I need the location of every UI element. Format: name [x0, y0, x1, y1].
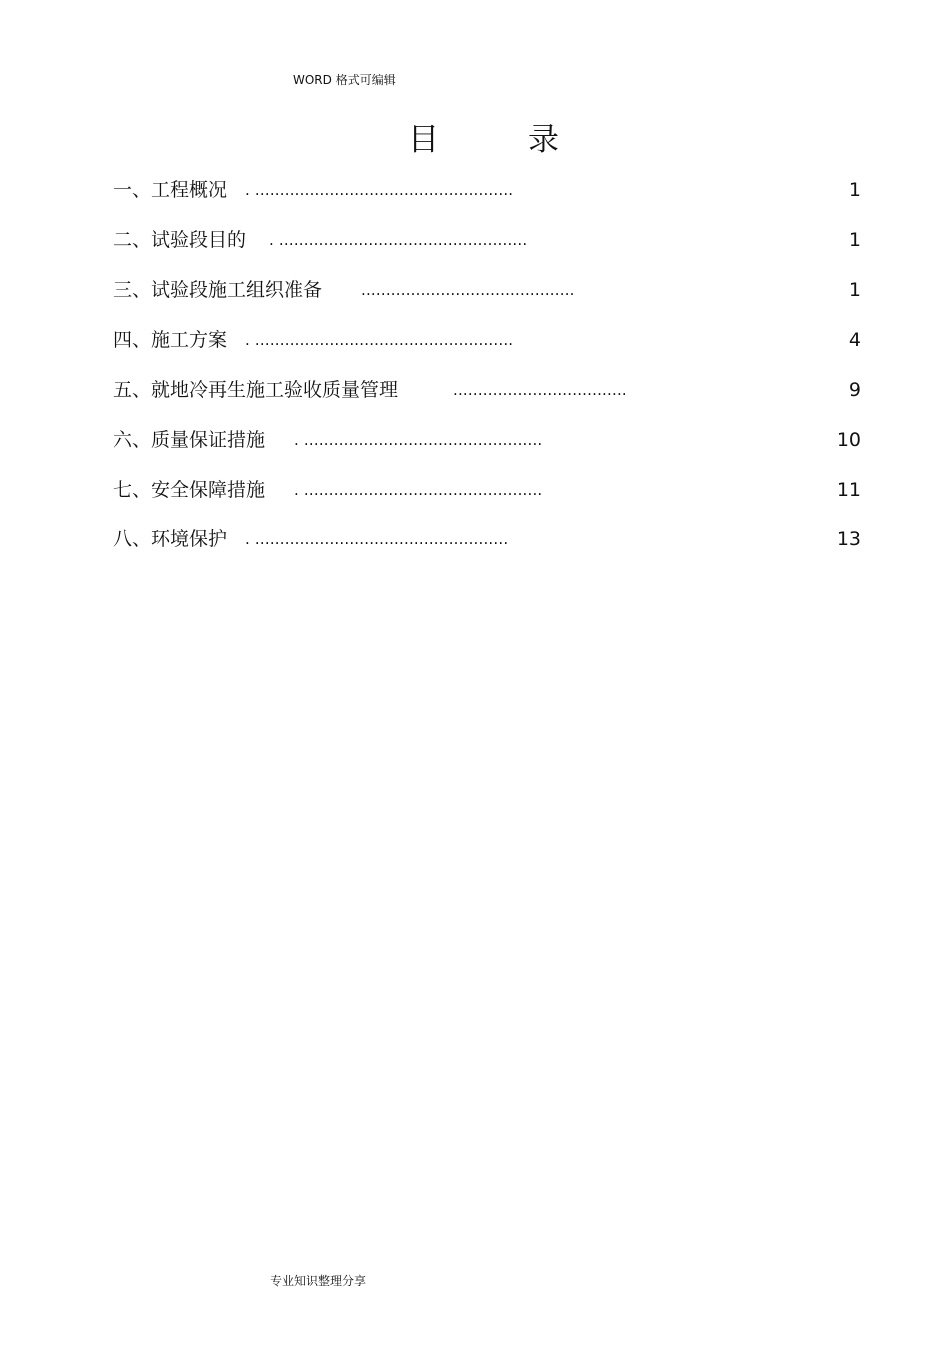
toc-page-number: 11 — [836, 479, 861, 501]
toc-dot-leader: . ................................................ — [294, 431, 543, 449]
toc-page-number: 4 — [848, 329, 861, 351]
toc-entry-title: 二、试验段目的 — [113, 229, 247, 251]
toc-dot-leader: . ................................................ — [294, 481, 543, 499]
toc-dot-leader: ................................... — [453, 381, 627, 399]
toc-entry-3[interactable] — [113, 276, 861, 304]
page-title-char-1: 目 — [408, 122, 439, 158]
toc-entry-7[interactable] — [113, 476, 861, 504]
toc-entry-title: 一、工程概况 — [113, 179, 228, 201]
toc-page-number: 9 — [848, 379, 861, 401]
toc-entry-2[interactable] — [113, 226, 861, 254]
header-note: WORD 格式可编辑 — [293, 73, 396, 87]
toc-dot-leader: . .................................................... — [245, 331, 514, 349]
toc-entry-5[interactable] — [113, 376, 861, 404]
toc-page-number: 1 — [848, 229, 861, 251]
toc-dot-leader: . .................................................. — [269, 231, 528, 249]
toc-page-number: 10 — [836, 429, 861, 451]
toc-dot-leader: . .................................................... — [245, 181, 514, 199]
toc-entry-6[interactable] — [113, 426, 861, 454]
toc-dot-leader: ........................................... — [361, 281, 575, 299]
toc-entry-title: 七、安全保障措施 — [113, 479, 266, 501]
page-title-char-2: 录 — [528, 122, 559, 158]
toc-page-number: 1 — [848, 179, 861, 201]
toc-entry-title: 四、施工方案 — [113, 329, 228, 351]
toc-entry-title: 五、就地冷再生施工验收质量管理 — [113, 379, 399, 401]
toc-entry-title: 八、环境保护 — [113, 528, 228, 550]
toc-entry-title: 三、试验段施工组织准备 — [113, 279, 323, 301]
footer-note: 专业知识整理分享 — [270, 1274, 367, 1288]
toc-entry-title: 六、质量保证措施 — [113, 429, 266, 451]
toc-entry-4[interactable] — [113, 326, 861, 354]
toc-page-number: 1 — [848, 279, 861, 301]
toc-page-number: 13 — [836, 528, 861, 550]
toc-entry-8[interactable] — [113, 525, 861, 553]
toc-dot-leader: . ................................................... — [245, 530, 509, 548]
toc-entry-1[interactable] — [113, 176, 861, 204]
